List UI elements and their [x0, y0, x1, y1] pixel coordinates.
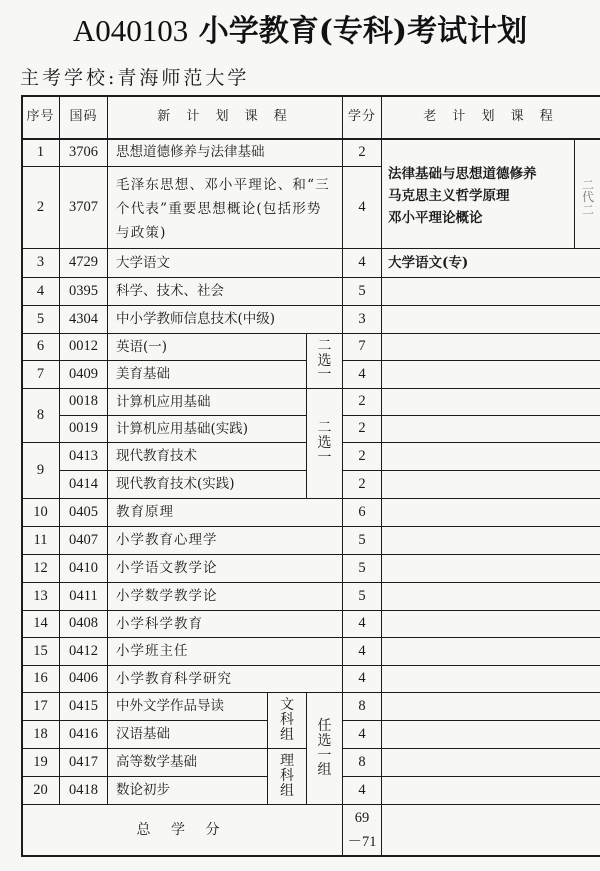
credit-cell: 4: [358, 725, 366, 742]
seq-cell: 5: [36, 310, 45, 327]
credit-cell: 2: [358, 143, 366, 160]
science-group-label: 理 科 组: [280, 753, 294, 799]
course-cell: 汉语基础: [116, 726, 170, 743]
credit-cell: 4: [358, 615, 366, 632]
seq-cell: 2: [36, 198, 45, 215]
course-cell: 高等数学基础: [116, 754, 197, 771]
old-course-block: [382, 155, 574, 245]
school-label: 主考学校:青海师范大学: [20, 67, 250, 89]
seq-cell: 11: [33, 531, 48, 548]
seq-cell: 16: [33, 670, 48, 687]
old-course-line: 马克思主义哲学原理: [388, 188, 510, 204]
course-cell: 美育基础: [116, 366, 170, 383]
old-course-line: 邓小平理论概论: [388, 210, 483, 226]
credit-cell: 5: [358, 531, 366, 548]
seq-cell: 4: [36, 282, 45, 299]
code-cell: 0414: [69, 475, 98, 492]
credit-cell: 3: [358, 310, 366, 327]
credit-cell: 5: [358, 587, 366, 604]
code-cell: 0406: [69, 670, 98, 687]
code-cell: 0018: [69, 393, 98, 410]
seq-cell: 19: [33, 753, 48, 770]
course-cell: 数论初步: [116, 782, 170, 799]
header-new-course: 新 计 划 课 程: [157, 109, 293, 125]
choose-one-group-label: 二 选 一: [317, 420, 332, 466]
header-old-course: 老 计 划 课 程: [423, 109, 559, 125]
seq-cell: 3: [36, 254, 45, 271]
page-title: [0, 6, 600, 50]
credit-cell: 4: [358, 198, 366, 215]
code-cell: 0416: [69, 725, 98, 742]
code-cell: 3707: [69, 198, 98, 215]
code-cell: 0411: [69, 587, 98, 604]
course-cell: 小学教育科学研究: [116, 670, 232, 687]
credit-cell: 8: [358, 697, 366, 714]
course-cell: 计算机应用基础(实践): [116, 420, 249, 437]
credit-cell: 2: [358, 393, 366, 410]
seq-cell: 18: [33, 725, 48, 742]
seq-cell: 17: [33, 697, 48, 714]
credit-cell: 7: [358, 338, 366, 355]
seq-cell: 7: [36, 365, 45, 382]
course-cell: 中小学教师信息技术(中级): [116, 311, 276, 328]
course-cell: 教育原理: [116, 504, 174, 521]
credit-cell: 2: [358, 420, 366, 437]
seq-cell: 14: [33, 615, 48, 632]
arts-group-label: 文 科 组: [280, 697, 294, 743]
seq-cell: 12: [33, 559, 48, 576]
code-cell: 0019: [69, 420, 98, 437]
course-cell: 小学班主任: [116, 643, 189, 660]
course-cell: 中外文学作品导读: [116, 698, 224, 715]
total-credits-label: 总 学 分: [136, 821, 228, 838]
code-cell: 0405: [69, 503, 98, 520]
old-course-line: 法律基础与思想道德修养: [388, 166, 537, 182]
title-text: 小学教育(专科)考试计划: [198, 14, 528, 49]
seq-cell: 8: [36, 406, 45, 423]
choose-any-group-label: 任 选 一 组: [317, 718, 332, 779]
credit-cell: 6: [358, 503, 366, 520]
credit-cell: 5: [358, 282, 366, 299]
course-cell: 科学、技术、社会: [116, 283, 224, 300]
course-cell: 大学语文: [116, 254, 170, 271]
code-cell: 3706: [69, 143, 98, 160]
course-cell: 小学教育心理学: [116, 532, 218, 549]
course-cell: 小学数学教学论: [116, 588, 218, 605]
credit-cell: 8: [358, 753, 366, 770]
header-code: 国码: [69, 109, 98, 125]
choose-one-group-label: 二 选 一: [317, 337, 332, 384]
code-cell: 4729: [69, 254, 98, 271]
course-cell: 现代教育技术(实践): [116, 476, 235, 493]
code-cell: 0415: [69, 697, 98, 714]
credit-cell: 4: [358, 365, 366, 382]
old-course-cell: 大学语文(专): [388, 254, 469, 271]
code-cell: 0417: [69, 753, 98, 770]
header-seq: 序号: [26, 109, 55, 125]
header-credit: 学分: [347, 109, 376, 125]
credit-cell: 2: [358, 447, 366, 464]
seq-cell: 20: [33, 781, 48, 798]
credit-cell: 4: [358, 670, 366, 687]
credit-cell: 4: [358, 781, 366, 798]
course-cell: 英语(一): [116, 338, 168, 355]
old-course-edge-fragment: 二 代 二: [581, 177, 594, 217]
code-cell: 0413: [69, 447, 98, 464]
code-cell: 0410: [69, 559, 98, 576]
title-code: A040103: [72, 13, 189, 48]
seq-cell: 15: [33, 642, 48, 659]
code-cell: 4304: [69, 310, 98, 327]
code-cell: 0012: [69, 338, 98, 355]
code-cell: 0409: [69, 365, 98, 382]
credit-cell: 4: [358, 254, 366, 271]
credit-cell: 4: [358, 642, 366, 659]
course-cell: 计算机应用基础: [116, 393, 211, 410]
code-cell: 0407: [69, 531, 98, 548]
seq-cell: 9: [36, 461, 45, 478]
course-cell: 毛泽东思想、邓小平理论、和“三个代表”重要思想概论(包括形势与政策): [116, 177, 330, 241]
seq-cell: 6: [36, 338, 45, 355]
code-cell: 0395: [69, 282, 98, 299]
table-bottom-border: [21, 855, 600, 857]
course-cell: 思想道德修养与法律基础: [116, 144, 265, 161]
code-cell: 0408: [69, 615, 98, 632]
col-divider: [574, 138, 575, 248]
seq-cell: 10: [33, 503, 48, 520]
seq-cell: 13: [33, 587, 48, 604]
seq-cell: 1: [36, 143, 45, 160]
credit-cell: 2: [358, 475, 366, 492]
credit-cell: 5: [358, 559, 366, 576]
total-credits-value: 69 －71: [347, 810, 377, 850]
course-cell: 小学语文教学论: [116, 560, 218, 577]
course-cell: 现代教育技术: [116, 448, 197, 465]
course-cell: 小学科学教育: [116, 615, 203, 632]
code-cell: 0418: [69, 781, 98, 798]
code-cell: 0412: [69, 642, 98, 659]
